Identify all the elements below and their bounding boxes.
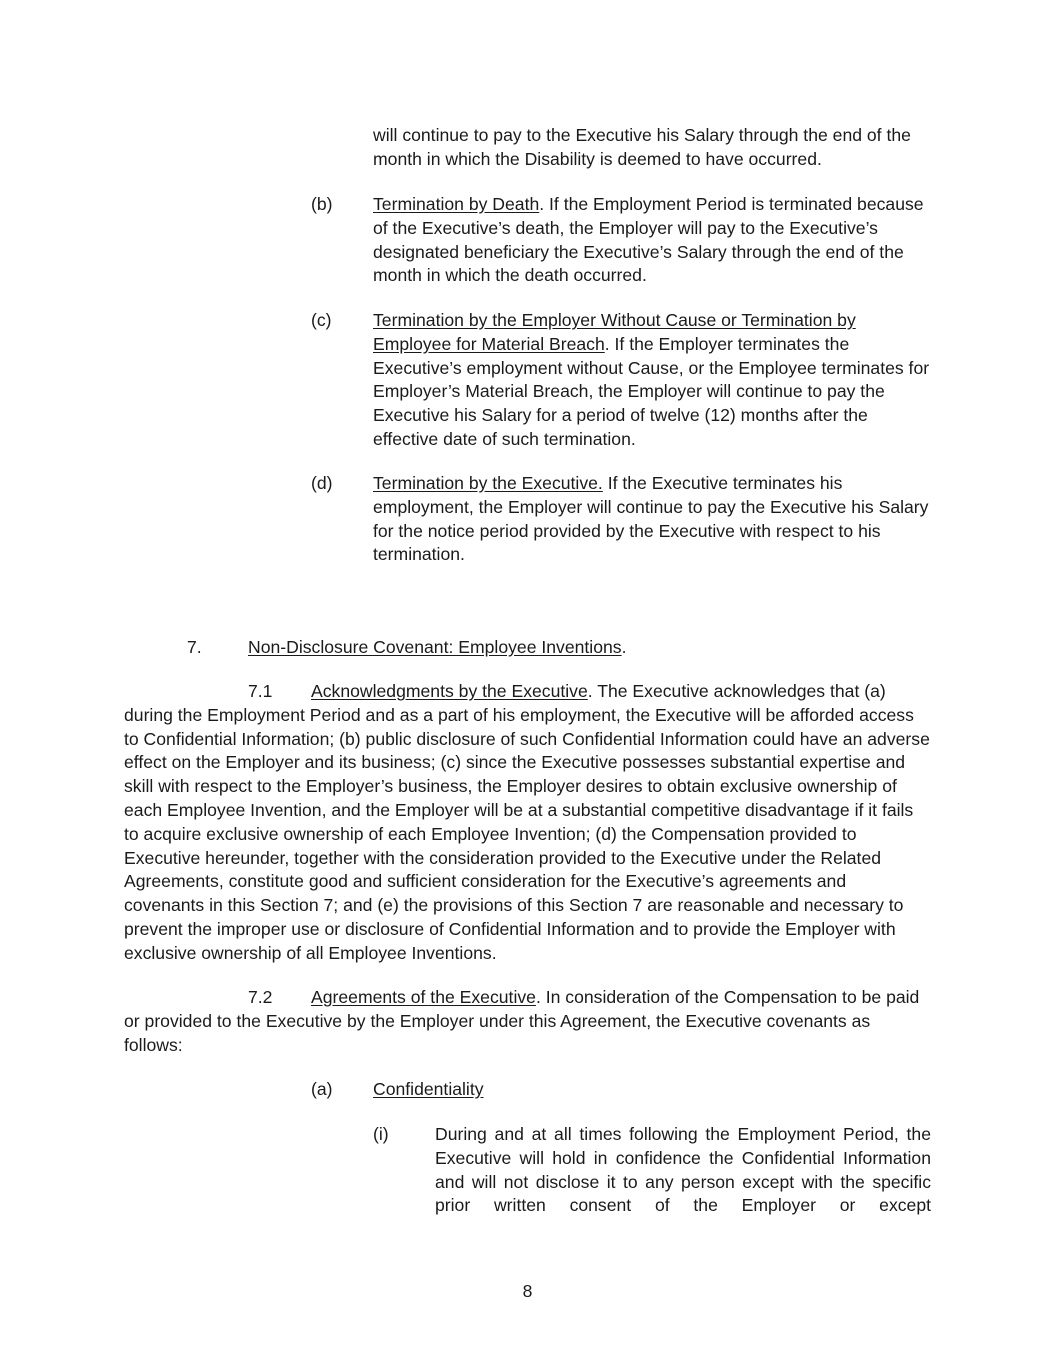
page-number: 8 [522,1281,533,1301]
section-7-heading-suffix: . [621,637,627,657]
section-7-2-paragraph [124,986,931,1057]
section-7-1-heading: Acknowledgments by the Executive [311,681,588,701]
confidentiality-i-body: During and at all times following the Employment Period, the Executive will hold in confidence the Confidential Information and will not disclose it to any person except with the specific prior written consent of the Employer or except [435,1124,931,1216]
item-c-paragraph [373,309,931,452]
section-7-2-body: In consideration of the Compensation to be paid or provided to the Executive by the Employer under this Agreement, the Executive covenants as follows: [124,987,920,1055]
confidentiality-heading: Confidentiality [373,1079,484,1099]
section-7-2-heading-suffix: . [535,987,541,1007]
continuation-paragraph [373,124,931,172]
item-b-paragraph [373,193,931,288]
section-7-heading: Non-Disclosure Covenant: Employee Inventions [248,637,622,657]
item-b-heading-suffix: . [539,194,545,214]
confidentiality-i-label: (i) [373,1124,389,1144]
item-c-heading: Termination by the Employer Without Cause or Termination by Employee for Material Breach [373,310,856,354]
item-c-heading-suffix: . [604,333,610,354]
confidentiality-heading-line [373,1078,931,1102]
section-7-2-heading: Agreements of the Executive [311,987,536,1007]
item-d-heading: Termination by the Executive. [373,473,603,493]
confidentiality-i-paragraph [435,1123,931,1218]
item-d-paragraph [373,472,931,567]
item-b-heading: Termination by Death [373,194,540,214]
item-d-body: If the Executive terminates his employment, the Employer will continue to pay the Executive his Salary for the notice period provided by the Executive with respect to his termination. [373,473,929,565]
item-d-label: (d) [311,473,333,493]
confidentiality-label: (a) [311,1079,333,1099]
section-7-heading-line [248,636,931,660]
item-b-label: (b) [311,194,333,214]
item-c-body: If the Employer terminates the Executive’s employment without Cause, or the Employee terminates for Employer’s Material Breach, the Employer will continue to pay the Executive his Salary for a period of twelve (12) months after the effective date of such termination. [373,333,930,449]
item-b-body: If the Employment Period is terminated because of the Executive’s death, the Employer will pay to the Executive’s designated beneficiary the Executive’s Salary through the end of the month in which the death occurred. [373,194,924,286]
section-7-1-number: 7.1 [248,681,273,701]
item-c-label: (c) [311,310,332,330]
section-7-1-paragraph [124,680,931,966]
continuation-text: will continue to pay to the Executive his Salary through the end of the month in which the Disability is deemed to have occurred. [373,125,911,169]
section-7-2-number: 7.2 [248,987,273,1007]
section-7-1-body: The Executive acknowledges that (a) during the Employment Period and as a part of his employment, the Executive will be afforded access to Confidential Information; (b) public disclosure of such Confidential Information could have an adverse effect on the Employer and its business; (c) since the Executive possesses substantial expertise and skill with respect to the Employer’s business, the Employer desires to obtain exclusive ownership of each Employee Invention, and the Employer will be at a substantial competitive disadvantage if it fails to acquire exclusive ownership of each Employee Invention; (d) the Compensation provided to Executive hereunder, together with the consideration provided to the Executive under the Related Agreements, constitute good and sufficient consideration for the Executive’s agreements and covenants in this Section 7; and (e) the provisions of this Section 7 are reasonable and necessary to prevent the improper use or disclosure of Confidential Information and to provide the Employer with exclusive ownership of all Employee Inventions. [124,681,930,963]
section-7-1-heading-suffix: . [587,681,593,701]
section-7-number: 7. [187,637,202,657]
